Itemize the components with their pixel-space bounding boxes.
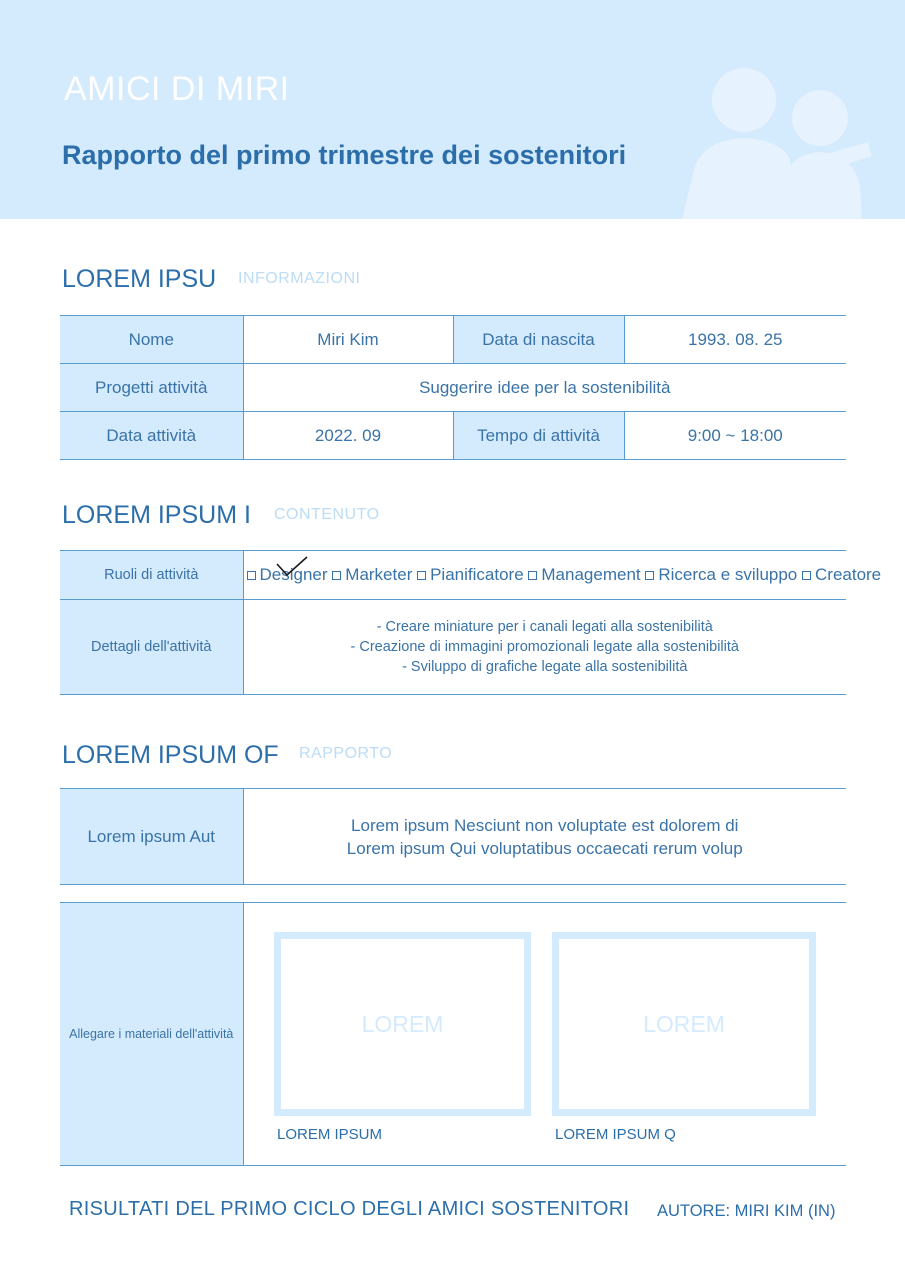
- section-info-subtitle: INFORMAZIONI: [238, 270, 361, 287]
- role-option-management[interactable]: Management: [528, 565, 640, 584]
- report-table: [60, 788, 846, 885]
- checkbox-icon[interactable]: [417, 571, 426, 580]
- checkbox-icon[interactable]: [247, 571, 256, 580]
- content-table: [60, 550, 882, 695]
- checkbox-icon[interactable]: [645, 571, 654, 580]
- image-caption-1: LOREM IPSUM: [277, 1126, 383, 1143]
- info-row: [60, 364, 846, 412]
- roles-label: Ruoli di attività: [60, 551, 243, 600]
- role-option-designer[interactable]: Designer: [247, 565, 328, 584]
- time-value: 9:00 ~ 18:00: [624, 412, 846, 460]
- image-caption-2: LOREM IPSUM Q: [555, 1126, 676, 1143]
- projects-label: Progetti attività: [60, 364, 243, 412]
- roles-row: [60, 551, 846, 600]
- birth-label: Data di nascita: [453, 316, 624, 364]
- details-label: Dettagli dell'attività: [60, 600, 243, 695]
- date-label: Data attività: [60, 412, 243, 460]
- brand-title: AMICI DI MIRI: [64, 70, 290, 108]
- details-item: - Creare miniature per i canali legati alla sostenibilità: [376, 619, 713, 635]
- checkmark-icon: [275, 555, 309, 579]
- header-banner: [0, 0, 905, 219]
- image-placeholder-text: LOREM: [361, 1010, 444, 1037]
- section-report-subtitle: RAPPORTO: [299, 745, 393, 762]
- role-option-creator[interactable]: Creatore: [802, 565, 881, 584]
- name-value: Miri Kim: [243, 316, 453, 364]
- details-item: - Creazione di immagini promozionali legate alla sostenibilità: [350, 639, 739, 655]
- details-row: [60, 600, 846, 695]
- image-placeholder-2[interactable]: [552, 932, 816, 1116]
- roles-checkbox-group: [243, 551, 882, 600]
- section-report-title: LOREM IPSUM OF: [62, 741, 279, 769]
- footer-title: RISULTATI DEL PRIMO CICLO DEGLI AMICI SOSTENITORI: [69, 1198, 630, 1220]
- attachments-label: Allegare i materiali dell'attività: [60, 903, 243, 1166]
- projects-value: Suggerire idee per la sostenibilità: [243, 364, 846, 412]
- checkbox-icon[interactable]: [528, 571, 537, 580]
- birth-value: 1993. 08. 25: [624, 316, 846, 364]
- time-label: Tempo di attività: [453, 412, 624, 460]
- report-row: [60, 789, 846, 885]
- checkbox-icon[interactable]: [802, 571, 811, 580]
- section-info-title: LOREM IPSU: [62, 265, 217, 293]
- report-label: Lorem ipsum Aut: [60, 789, 243, 885]
- role-option-marketer[interactable]: Marketer: [332, 565, 412, 584]
- image-placeholder-text: LOREM: [643, 1010, 725, 1037]
- name-label: Nome: [60, 316, 243, 364]
- info-table: [60, 315, 846, 460]
- image-placeholder-1[interactable]: [274, 932, 531, 1116]
- info-row: [60, 316, 846, 364]
- date-value: 2022. 09: [243, 412, 453, 460]
- info-row: [60, 412, 846, 460]
- report-text: [243, 789, 846, 885]
- role-option-planner[interactable]: Pianificatore: [417, 565, 524, 584]
- section-content-title: LOREM IPSUM I: [62, 501, 251, 529]
- details-list: [243, 600, 846, 695]
- footer-author: AUTORE: MIRI KIM (IN): [657, 1202, 836, 1220]
- page-title: Rapporto del primo trimestre dei sostenitori: [62, 140, 627, 170]
- details-item: - Sviluppo di grafiche legate alla sostenibilità: [402, 659, 688, 675]
- section-content-subtitle: CONTENUTO: [274, 506, 380, 523]
- checkbox-icon[interactable]: [332, 571, 341, 580]
- report-line: Lorem ipsum Qui voluptatibus occaecati rerum volup: [346, 838, 743, 858]
- people-illustration-icon: [672, 60, 892, 219]
- report-line: Lorem ipsum Nesciunt non voluptate est dolorem di: [351, 815, 739, 835]
- role-option-research[interactable]: Ricerca e sviluppo: [645, 565, 797, 584]
